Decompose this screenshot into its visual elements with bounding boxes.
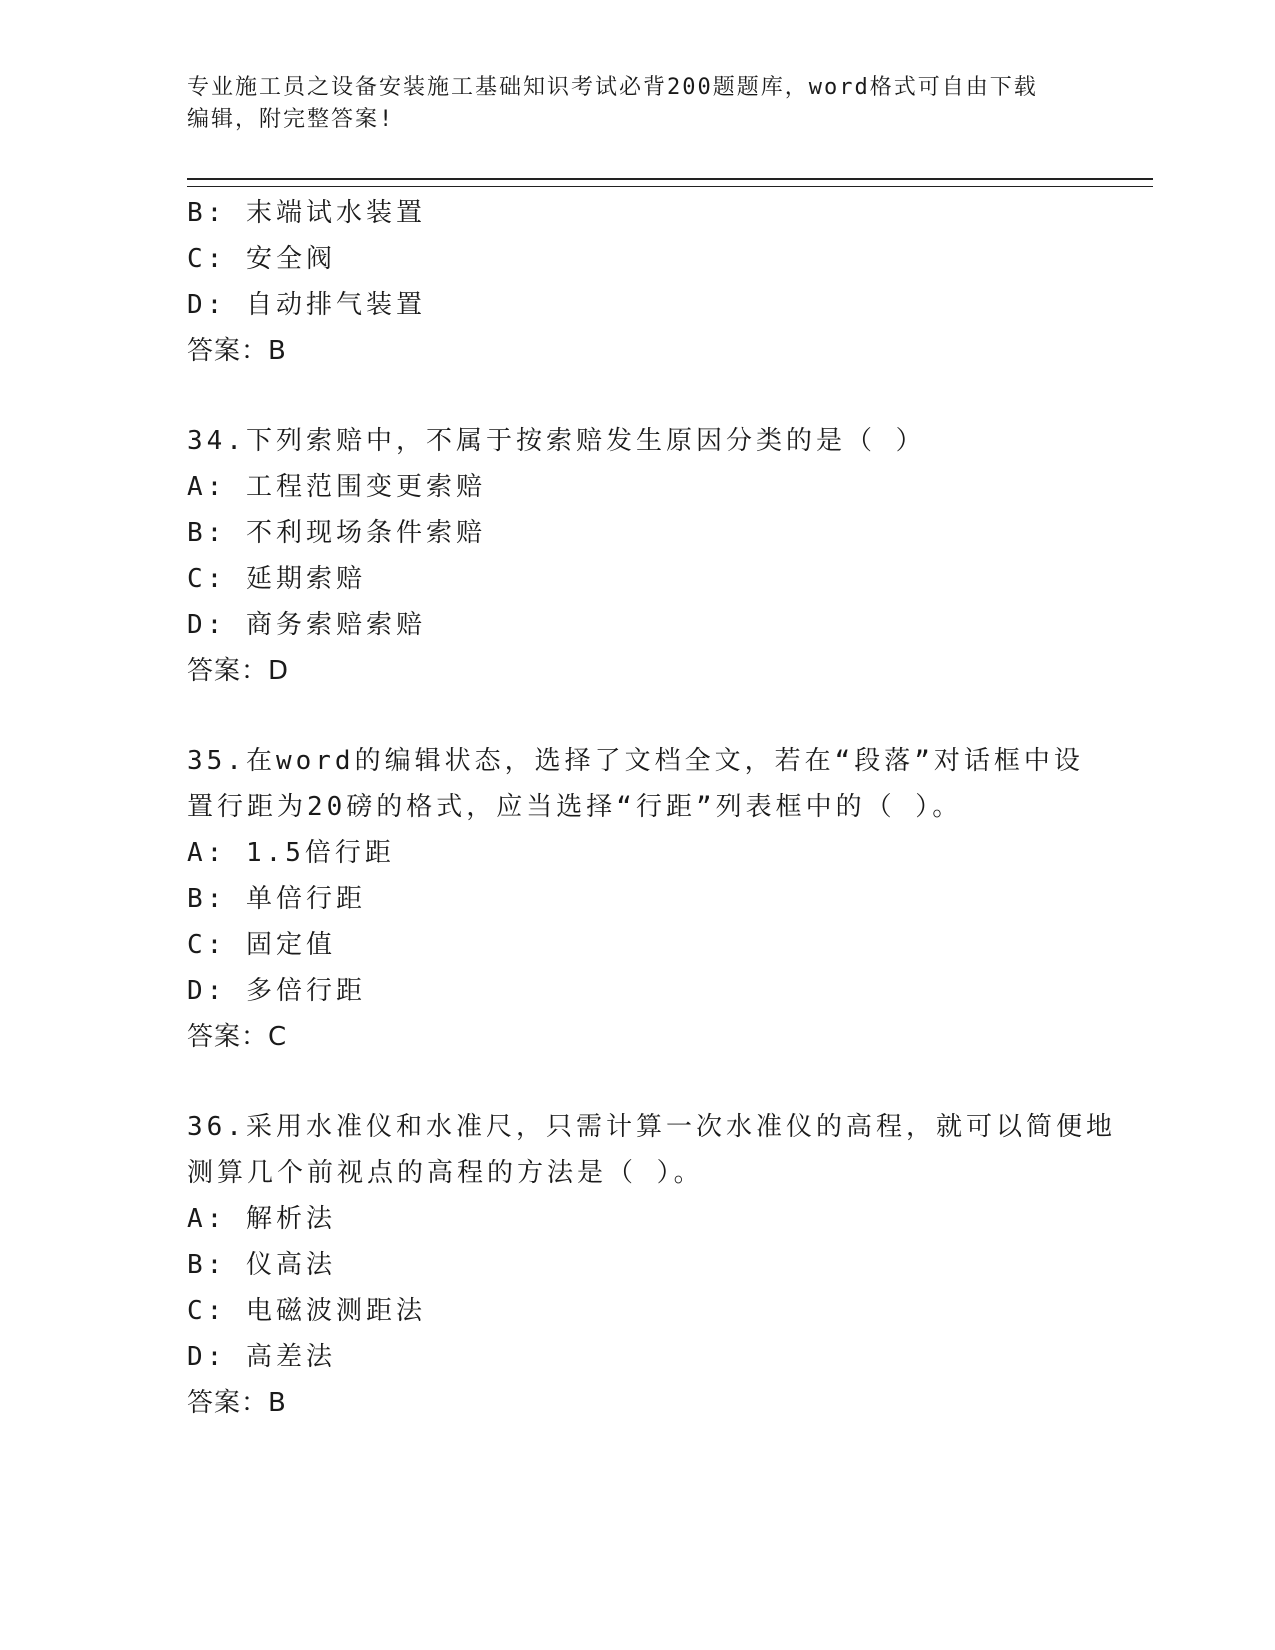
option-b: B: 末端试水装置 — [187, 198, 426, 228]
header-line-1: 专业施工员之设备安装施工基础知识考试必背200题题库，word格式可自由下载 — [187, 75, 1038, 100]
question-list — [187, 190, 1116, 1426]
option-c: C: 电磁波测距法 — [187, 1296, 426, 1326]
option-a: A: 1.5倍行距 — [187, 838, 395, 868]
question-stem: 34.下列索赔中，不属于按索赔发生原因分类的是（ ） — [187, 426, 926, 456]
question-35 — [187, 738, 1087, 1060]
answer-line: 答案：B — [187, 336, 287, 366]
answer-line: 答案：D — [187, 656, 290, 686]
question-stem-continued: 置行距为20磅的格式，应当选择“行距”列表框中的（ ）。 — [187, 792, 963, 822]
answer-line: 答案：C — [187, 1022, 288, 1052]
option-a: A: 工程范围变更索赔 — [187, 472, 486, 502]
option-b: B: 单倍行距 — [187, 884, 366, 914]
option-b: B: 仪高法 — [187, 1250, 336, 1280]
option-d: D: 高差法 — [187, 1342, 336, 1372]
header-line-2: 编辑，附完整答案! — [187, 107, 395, 132]
option-d: D: 多倍行距 — [187, 976, 366, 1006]
document-header — [187, 72, 1067, 136]
answer-line: 答案：B — [187, 1388, 287, 1418]
question-36 — [187, 1104, 1116, 1426]
question-stem: 36.采用水准仪和水准尺，只需计算一次水准仪的高程，就可以简便地 — [187, 1112, 1116, 1142]
header-divider — [187, 178, 1153, 187]
option-a: A: 解析法 — [187, 1204, 336, 1234]
option-c: C: 延期索赔 — [187, 564, 366, 594]
continued-question — [187, 190, 1087, 374]
option-c: C: 安全阀 — [187, 244, 336, 274]
question-34 — [187, 418, 1087, 694]
option-d: D: 自动排气装置 — [187, 290, 426, 320]
question-stem-continued: 测算几个前视点的高程的方法是（ ）。 — [187, 1158, 704, 1188]
option-b: B: 不利现场条件索赔 — [187, 518, 486, 548]
option-c: C: 固定值 — [187, 930, 336, 960]
option-d: D: 商务索赔索赔 — [187, 610, 426, 640]
question-stem: 35.在word的编辑状态，选择了文档全文，若在“段落”对话框中设 — [187, 746, 1084, 776]
